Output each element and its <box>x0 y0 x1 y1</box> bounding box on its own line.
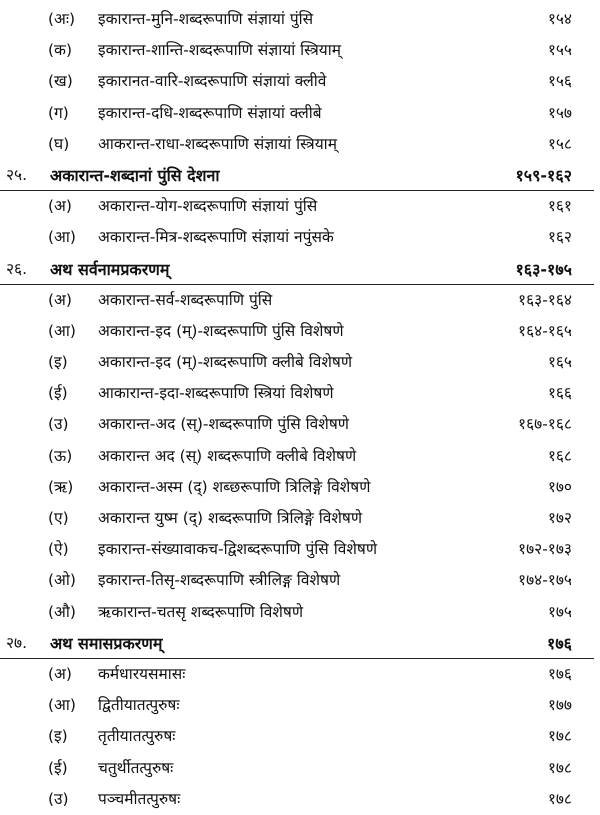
entry-title: तृतीयातत्पुरुषः <box>98 727 176 746</box>
section-number: २५. <box>6 165 28 184</box>
entry-title: अकारान्त-सर्व-शब्दरूपाणि पुंसि <box>98 290 273 309</box>
entry-label: (उ) <box>48 415 69 434</box>
entry-title: अकारान्त-योग-शब्दरूपाणि संज्ञायां पुंसि <box>98 197 318 216</box>
toc-entry <box>0 378 600 409</box>
entry-title: कर्मधारयसमासः <box>98 664 186 683</box>
toc-entry <box>0 222 600 253</box>
entry-label: (औ) <box>48 602 76 621</box>
entry-title: इकारान्त-मुनि-शब्दरूपाणि संज्ञायां पुंसि <box>98 10 314 28</box>
entry-page: १५८ <box>547 134 572 153</box>
entry-page: १७८ <box>547 789 572 808</box>
entry-title: अकारान्त युष्म (द्) शब्दरूपाणि त्रिलिङ्गे विशेषणे <box>98 509 363 527</box>
section-title: अथ समासप्रकरणम् <box>50 633 163 653</box>
entry-title: अकारान्त-अद (स्)-शब्दरूपाणि पुंसि विशेषणे <box>98 415 349 434</box>
entry-label: (अ) <box>48 290 72 309</box>
toc-entry <box>0 597 600 628</box>
entry-label: (इ) <box>48 727 68 746</box>
toc-entry <box>0 409 600 440</box>
toc-entry <box>0 503 600 534</box>
entry-page: १७८ <box>547 758 572 777</box>
entry-page: १६५ <box>547 353 572 372</box>
toc-section-heading <box>0 254 600 285</box>
toc-entry <box>0 98 600 129</box>
toc-entry <box>0 441 600 472</box>
entry-page: १७८ <box>547 727 572 746</box>
toc-entry <box>0 784 600 815</box>
entry-page: १७६ <box>547 664 572 683</box>
entry-page: १६४-१६५ <box>518 321 572 340</box>
toc-entry <box>0 659 600 690</box>
toc-entry <box>0 721 600 752</box>
entry-title: इकारानत-वारि-शब्दरूपाणि संज्ञायां क्लीवे <box>98 72 327 91</box>
entry-title: इकारान्त-दधि-शब्दरूपाणि संज्ञायां क्लीबे <box>98 103 322 122</box>
entry-label: (उ) <box>48 789 69 808</box>
entry-page: १५५ <box>547 41 572 60</box>
entry-label: (ए) <box>48 509 69 527</box>
entry-label: (ओ) <box>48 571 76 590</box>
toc-entry <box>0 347 600 378</box>
entry-page: १६७-१६८ <box>518 415 572 434</box>
table-of-contents <box>0 4 600 815</box>
entry-page: १७० <box>547 477 572 496</box>
entry-page: १७२ <box>547 509 572 527</box>
entry-label: (अः) <box>48 10 76 28</box>
entry-title: आकरान्त-राधा-शब्दरूपाणि संज्ञायां स्त्रियाम् <box>98 134 337 153</box>
entry-page: १६८ <box>547 446 572 465</box>
toc-entry <box>0 472 600 503</box>
entry-title: अकारान्त-मित्र-शब्दरूपाणि संज्ञायां नपुंसके <box>98 228 334 247</box>
entry-label: (ई) <box>48 384 68 403</box>
entry-title: अकारान्त-अस्म (द्) शब्छरूपाणि त्रिलिङ्गे विशेषणे <box>98 477 371 496</box>
entry-label: (ऊ) <box>48 446 73 465</box>
entry-title: अकारान्त-इद (म्)-शब्दरूपाणि पुंसि विशेषणे <box>98 321 344 340</box>
entry-title: पञ्चमीतत्पुरुषः <box>98 789 181 808</box>
entry-label: (ग) <box>48 103 69 122</box>
entry-label: (घ) <box>48 134 70 153</box>
toc-section-heading <box>0 160 600 191</box>
entry-title: अकारान्त अद (स्) शब्दरूपाणि क्लीबे विशेषणे <box>98 446 357 465</box>
toc-entry <box>0 285 600 316</box>
toc-entry <box>0 565 600 596</box>
toc-entry <box>0 4 600 35</box>
entry-title: अकारान्त-इद (म्)-शब्दरूपाणि क्लीबे विशेषणे <box>98 353 353 372</box>
entry-page: १६३-१६४ <box>518 290 572 309</box>
entry-label: (क) <box>48 41 72 60</box>
entry-title: इकारान्त-तिसृ-शब्दरूपाणि स्त्रीलिङ्ग विशेषणे <box>98 571 341 590</box>
entry-page: १६२ <box>547 228 572 247</box>
entry-page: १५४ <box>547 10 572 28</box>
toc-entry <box>0 191 600 222</box>
section-number: २७. <box>6 633 28 652</box>
toc-entry <box>0 129 600 160</box>
entry-title: इकारान्त-संख्यावाकच-द्विशब्दरूपाणि पुंसि विशेषणे <box>98 540 378 559</box>
entry-label: (अ) <box>48 664 72 683</box>
entry-page: १७५ <box>547 602 572 621</box>
section-number: २६. <box>6 259 28 278</box>
entry-label: (ई) <box>48 758 68 777</box>
section-page-range: १६३-१७५ <box>515 259 572 279</box>
entry-label: (ख) <box>48 72 73 91</box>
entry-label: (ऋ) <box>48 477 74 496</box>
entry-title: ऋकारान्त-चतसृ शब्दरूपाणि विशेषणे <box>98 602 304 621</box>
entry-page: १६१ <box>547 197 572 216</box>
entry-page: १७२-१७३ <box>518 540 572 559</box>
toc-entry <box>0 35 600 66</box>
toc-entry <box>0 66 600 97</box>
entry-page: १५६ <box>547 72 572 91</box>
entry-label: (आ) <box>48 321 76 340</box>
section-page-range: १७६ <box>547 633 572 653</box>
toc-entry <box>0 316 600 347</box>
entry-label: (आ) <box>48 228 76 247</box>
entry-label: (आ) <box>48 696 76 715</box>
entry-page: १५७ <box>547 103 572 122</box>
entry-title: इकारान्त-शान्ति-शब्दरूपाणि संज्ञायां स्त्रियाम् <box>98 41 342 60</box>
entry-label: (अ) <box>48 197 72 216</box>
toc-entry <box>0 534 600 565</box>
toc-section-heading <box>0 628 600 659</box>
section-title: अकारान्त-शब्दानां पुंसि देशना <box>50 165 220 185</box>
entry-label: (ऐ) <box>48 540 69 559</box>
entry-label: (इ) <box>48 353 68 372</box>
entry-title: चतुर्थीतत्पुरुषः <box>98 758 174 777</box>
toc-entry <box>0 690 600 721</box>
section-title: अथ सर्वनामप्रकरणम् <box>50 259 170 279</box>
toc-entry <box>0 753 600 784</box>
entry-page: १६६ <box>547 384 572 403</box>
section-page-range: १५९-१६२ <box>515 165 572 185</box>
entry-page: १७४-१७५ <box>518 571 572 590</box>
entry-page: १७७ <box>547 696 572 715</box>
entry-title: द्वितीयातत्पुरुषः <box>98 696 180 715</box>
entry-title: आकारान्त-इदा-शब्दरूपाणि स्त्रियां विशेषणे <box>98 384 334 403</box>
